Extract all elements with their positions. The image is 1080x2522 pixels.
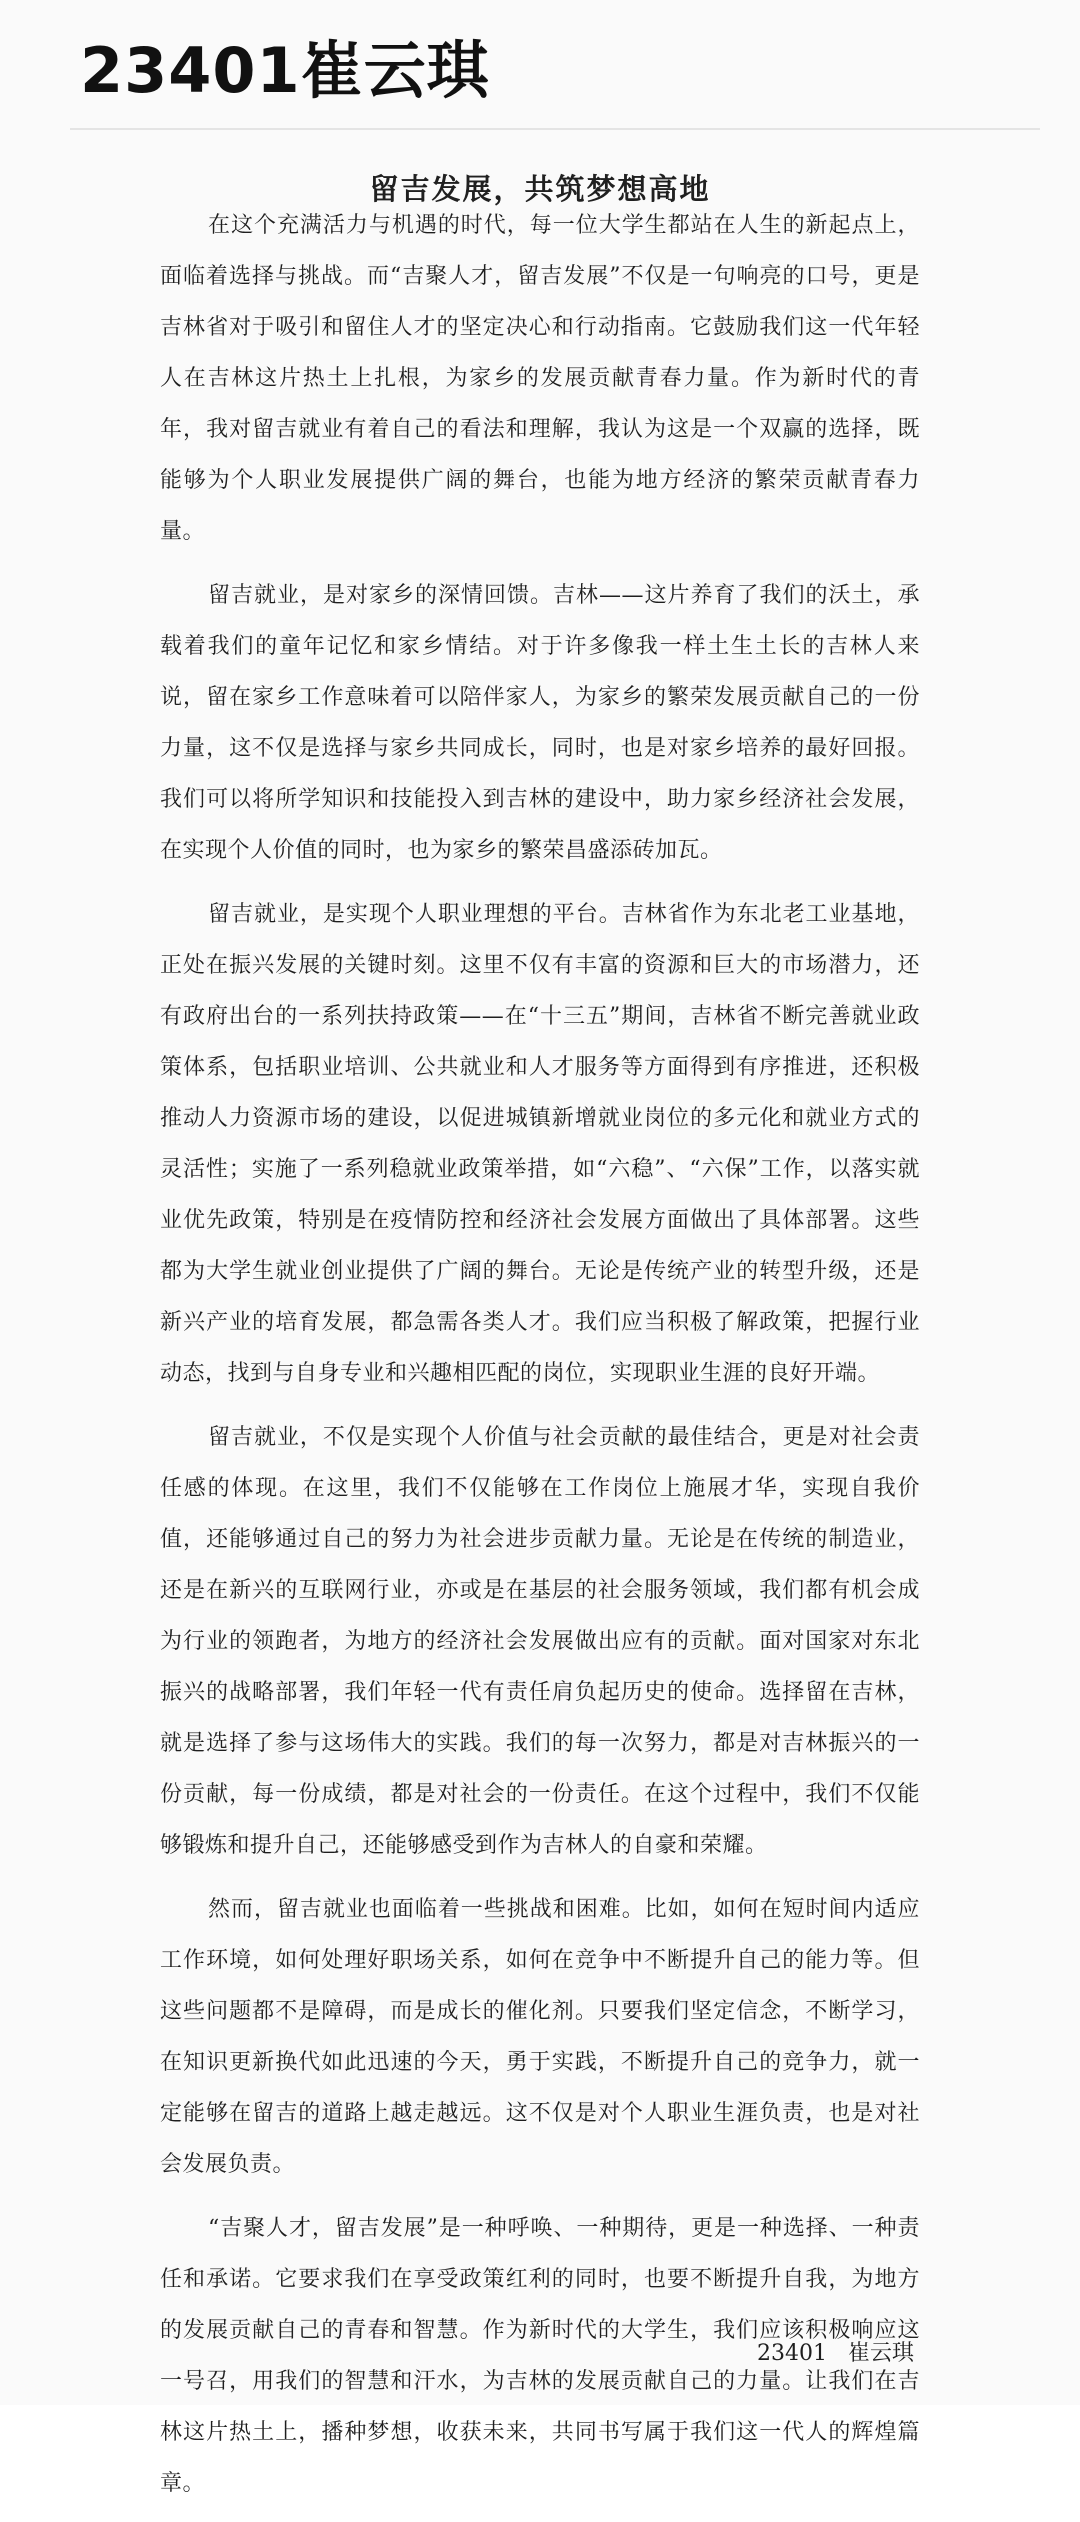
paragraph-1: 在这个充满活力与机遇的时代，每一位大学生都站在人生的新起点上，面临着选择与挑战。而“吉聚人才，留吉发展”不仅是一句响亮的口号，更是吉林省对于吸引和留住人才的坚定决心和行动指南。它鼓励我们这一代年轻人在吉林这片热土上扎根，为家乡的发展贡献青春力量。作为新时代的青年，我对留吉就业有着自己的看法和理解，我认为这是一个双赢的选择，既能够为个人职业发展提供广阔的舞台，也能为地方经济的繁荣贡献青春力量。 (160, 213, 920, 544)
document-body (160, 200, 920, 2522)
paper-edge-divider (70, 128, 1040, 130)
paragraph-5: 然而，留吉就业也面临着一些挑战和困难。比如，如何在短时间内适应工作环境，如何处理好职场关系，如何在竞争中不断提升自己的能力等。但这些问题都不是障碍，而是成长的催化剂。只要我们坚定信念，不断学习，在知识更新换代如此迅速的今天，勇于实践，不断提升自己的竞争力，就一定能够在留吉的道路上越走越远。这不仅是对个人职业生涯负责，也是对社会发展负责。 (160, 1897, 920, 2177)
document-signature: 23401 崔云琪 (757, 2341, 914, 2366)
paragraph-6: “吉聚人才，留吉发展”是一种呼唤、一种期待，更是一种选择、一种责任和承诺。它要求我们在享受政策红利的同时，也要不断提升自我，为地方的发展贡献自己的青春和智慧。作为新时代的大学生，我们应该积极响应这一号召，用我们的智慧和汗水，为吉林的发展贡献自己的力量。让我们在吉林这片热土上，播种梦想，收获未来，共同书写属于我们这一代人的辉煌篇章。 (160, 2216, 920, 2496)
paragraph-4: 留吉就业，不仅是实现个人价值与社会贡献的最佳结合，更是对社会责任感的体现。在这里，我们不仅能够在工作岗位上施展才华，实现自我价值，还能够通过自己的努力为社会进步贡献力量。无论是在传统的制造业，还是在新兴的互联网行业，亦或是在基层的社会服务领域，我们都有机会成为行业的领跑者，为地方的经济社会发展做出应有的贡献。面对国家对东北振兴的战略部署，我们年轻一代有责任肩负起历史的使命。选择留在吉林，就是选择了参与这场伟大的实践。我们的每一次努力，都是对吉林振兴的一份贡献，每一份成绩，都是对社会的一份责任。在这个过程中，我们不仅能够锻炼和提升自己，还能够感受到作为吉林人的自豪和荣耀。 (160, 1425, 920, 1858)
paragraph-3: 留吉就业，是实现个人职业理想的平台。吉林省作为东北老工业基地，正处在振兴发展的关键时刻。这里不仅有丰富的资源和巨大的市场潜力，还有政府出台的一系列扶持政策——在“十三五”期间，吉林省不断完善就业政策体系，包括职业培训、公共就业和人才服务等方面得到有序推进，还积极推动人力资源市场的建设，以促进城镇新增就业岗位的多元化和就业方式的灵活性；实施了一系列稳就业政策举措，如“六稳”、“六保”工作，以落实就业优先政策，特别是在疫情防控和经济社会发展方面做出了具体部署。这些都为大学生就业创业提供了广阔的舞台。无论是传统产业的转型升级，还是新兴产业的培育发展，都急需各类人才。我们应当积极了解政策，把握行业动态，找到与自身专业和兴趣相匹配的岗位，实现职业生涯的良好开端。 (160, 902, 920, 1386)
document-title: 留吉发展，共筑梦想高地 (369, 172, 711, 207)
handwritten-student-label: 23401崔云琪 (80, 34, 490, 107)
paragraph-2: 留吉就业，是对家乡的深情回馈。吉林——这片养育了我们的沃土，承载着我们的童年记忆和家乡情结。对于许多像我一样土生土长的吉林人来说，留在家乡工作意味着可以陪伴家人，为家乡的繁荣发展贡献自己的一份力量，这不仅是选择与家乡共同成长，同时，也是对家乡培养的最好回报。我们可以将所学知识和技能投入到吉林的建设中，助力家乡经济社会发展，在实现个人价值的同时，也为家乡的繁荣昌盛添砖加瓦。 (160, 583, 920, 863)
